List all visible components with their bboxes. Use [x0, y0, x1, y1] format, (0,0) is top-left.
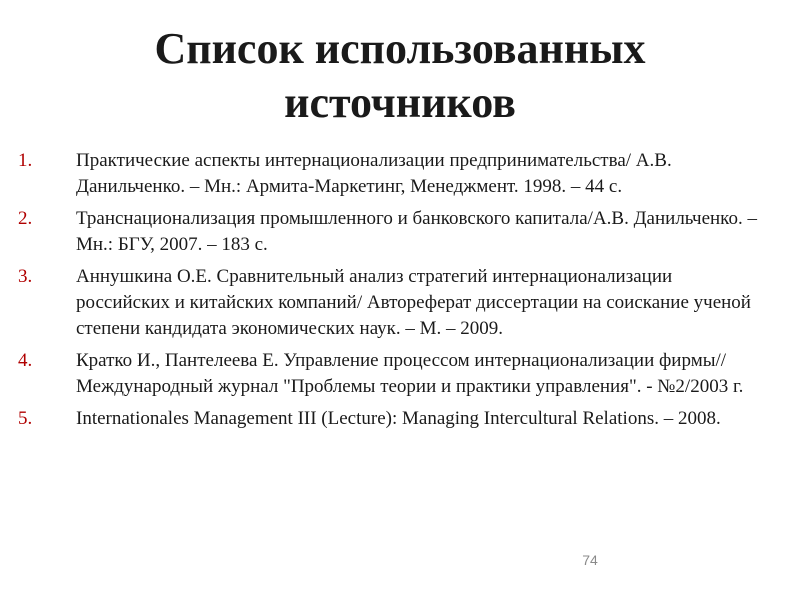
reference-text: Транснационализация промышленного и банковского капитала/А.В. Данильченко. – Мн.: БГУ, 2007. – 183 с. — [76, 208, 757, 255]
reference-item — [18, 206, 768, 258]
reference-item — [18, 348, 768, 400]
title-line-1: Список использованных — [154, 24, 646, 73]
reference-text: Кратко И., Пантелеева Е. Управление процессом интернационализации фирмы// Международный журнал "Проблемы теории и практики управления". - №2/2003 г. — [76, 350, 744, 397]
reference-number: 1. — [18, 150, 33, 171]
reference-number: 5. — [18, 408, 33, 429]
reference-item — [18, 148, 768, 200]
page-number: 74 — [582, 552, 598, 568]
reference-number: 4. — [18, 350, 33, 371]
title-line-2: источников — [284, 78, 516, 127]
reference-text: Internationales Management III (Lecture): Managing Intercultural Relations. – 2008. — [76, 408, 721, 429]
reference-item — [18, 264, 768, 342]
reference-item — [18, 406, 768, 432]
reference-text: Аннушкина О.Е. Сравнительный анализ стратегий интернационализации российских и китайских компаний/ Автореферат диссертации на соискание ученой степени кандидата экономических наук. – М. – 2009. — [76, 266, 751, 339]
references-list — [18, 148, 768, 438]
reference-text: Практические аспекты интернационализации предпринимательства/ А.В. Данильченко. – Мн.: Армита-Маркетинг, Менеджмент. 1998. – 44 с. — [76, 150, 672, 197]
reference-number: 3. — [18, 266, 33, 287]
page-title — [40, 22, 760, 130]
reference-number: 2. — [18, 208, 33, 229]
